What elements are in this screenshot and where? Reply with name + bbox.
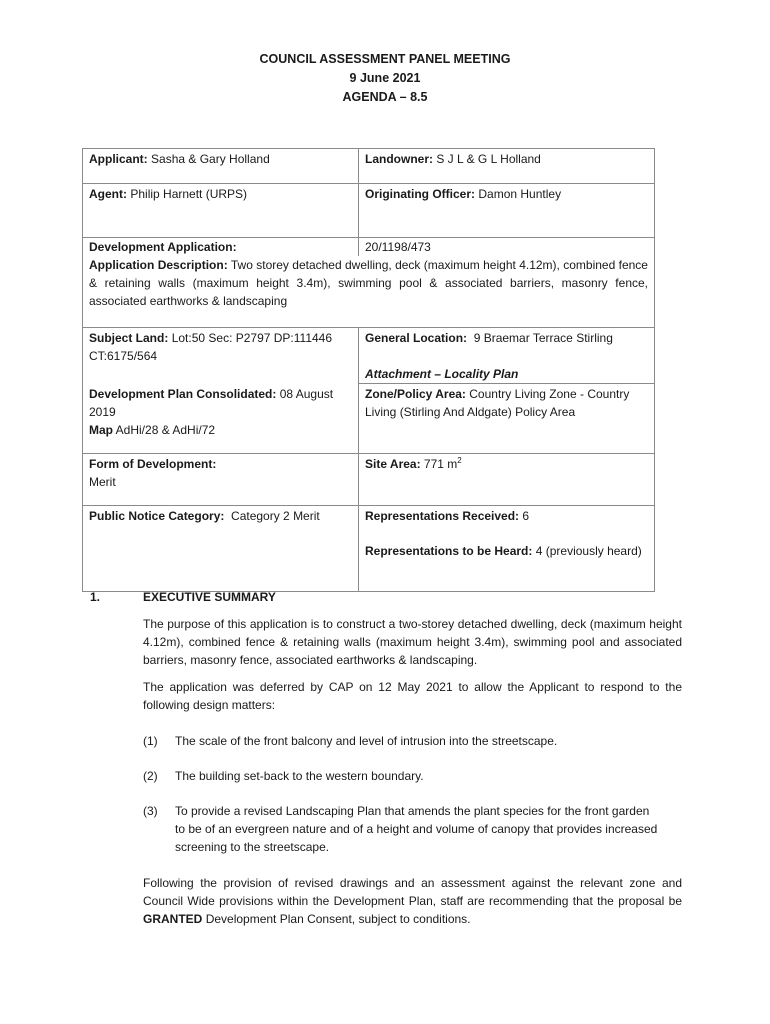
- public-notice-cell: [83, 506, 359, 592]
- list-item-text: To provide a revised Landscaping Plan that amends the plant species for the front garden to be of an evergreen nature and of a height and volume of canopy that provides increased screening to the streetscape.: [175, 804, 658, 854]
- summary-paragraph-1: The purpose of this application is to construct a two-storey detached dwelling, deck (maximum height 4.12m), combined fence & retaining walls (maximum height 3.4m), swimming pool and associated barriers, masonry fence, associated earthworks & landscaping.: [143, 617, 682, 667]
- section-title: EXECUTIVE SUMMARY: [143, 590, 276, 604]
- application-details-table: [82, 148, 655, 592]
- representations-received-label: Representations Received:: [365, 509, 520, 523]
- representations-heard-value: 4 (previously heard): [535, 544, 642, 558]
- form-of-development-cell: [83, 454, 359, 506]
- recommendation-keyword: GRANTED: [143, 912, 203, 926]
- site-area-label: Site Area:: [365, 457, 421, 471]
- section-heading: [90, 588, 682, 606]
- list-item: [143, 802, 682, 856]
- landowner-label: Landowner:: [365, 152, 433, 166]
- form-of-development-label: Form of Development:: [89, 457, 217, 471]
- general-location-label: General Location:: [365, 331, 468, 345]
- summary-paragraph-3: [143, 874, 682, 928]
- executive-summary-section: [90, 588, 682, 928]
- public-notice-value: Category 2 Merit: [231, 509, 320, 523]
- list-item-text: The building set-back to the western boundary.: [175, 769, 424, 783]
- map-label: Map: [89, 422, 113, 437]
- list-item: [143, 732, 682, 750]
- list-item-number: (2): [143, 769, 158, 783]
- development-plan-value: 08 August 2019: [89, 386, 334, 419]
- map-value: AdHi/28 & AdHi/72: [115, 422, 216, 437]
- meeting-title: COUNCIL ASSESSMENT PANEL MEETING: [259, 52, 511, 66]
- list-item-number: (1): [143, 734, 158, 748]
- applicant-value: Sasha & Gary Holland: [151, 152, 270, 166]
- application-description-label: Application Description:: [89, 258, 228, 272]
- summary-paragraph-2: The application was deferred by CAP on 12 May 2021 to allow the Applicant to respond to the following design matters:: [143, 680, 682, 712]
- development-application-number: 20/1198/473: [359, 238, 655, 257]
- applicant-label: Applicant:: [89, 152, 148, 166]
- representations-received-value: 6: [522, 509, 530, 523]
- zone-policy-cell: [359, 384, 655, 454]
- subject-land-value: Lot:50 Sec: P2797 DP:111446 CT:6175/564: [89, 331, 333, 363]
- section-number: 1.: [90, 590, 101, 604]
- agent-cell: [83, 184, 359, 238]
- agenda-heading: [0, 50, 770, 107]
- representations-heard-label: Representations to be Heard:: [365, 544, 533, 558]
- officer-value: Damon Huntley: [478, 187, 562, 201]
- representations-heard: [365, 542, 648, 560]
- list-item-text: The scale of the front balcony and level of intrusion into the streetscape.: [175, 734, 558, 748]
- officer-cell: [359, 184, 655, 238]
- general-location-value: 9 Braemar Terrace Stirling: [473, 331, 613, 345]
- attachment-link: Attachment – Locality Plan: [365, 367, 519, 381]
- summary-paragraph-3-start: Following the provision of revised drawings and an assessment against the relevant zone and Council Wide provisions within the Development Plan, staff are recommending that the proposal be: [143, 876, 682, 908]
- landowner-cell: [359, 149, 655, 184]
- summary-paragraph-3-end: Development Plan Consent, subject to conditions.: [205, 912, 471, 926]
- applicant-cell: [83, 149, 359, 184]
- subject-land-label: Subject Land:: [89, 331, 169, 345]
- application-description-value: Two storey detached dwelling, deck (maximum height 4.12m), combined fence & retaining walls (maximum height 3.4m), swimming pool & associated barriers, masonry fence, associated earthworks & landscaping: [89, 258, 648, 308]
- officer-label: Originating Officer:: [365, 187, 476, 201]
- agenda-item: AGENDA – 8.5: [342, 90, 428, 104]
- development-plan-cell: [83, 384, 359, 454]
- general-location-cell: [359, 328, 655, 384]
- application-description-cell: [83, 256, 655, 328]
- list-item: [143, 767, 682, 785]
- site-area-superscript: 2: [457, 456, 462, 465]
- site-area-value: 771 m: [423, 457, 458, 471]
- zone-policy-label: Zone/Policy Area:: [365, 387, 466, 401]
- site-area-cell: [359, 454, 655, 506]
- development-application-label: Development Application:: [83, 238, 359, 257]
- agent-value: Philip Harnett (URPS): [130, 187, 248, 201]
- development-plan-label: Development Plan Consolidated:: [89, 386, 277, 401]
- subject-land-cell: [83, 328, 359, 384]
- zone-policy-value: Country Living Zone - Country Living (Stirling And Aldgate) Policy Area: [365, 387, 630, 419]
- list-item-number: (3): [143, 804, 158, 818]
- agent-label: Agent:: [89, 187, 127, 201]
- representations-cell: [359, 506, 655, 592]
- landowner-value: S J L & G L Holland: [436, 152, 541, 166]
- public-notice-label: Public Notice Category:: [89, 509, 225, 523]
- form-of-development-value: Merit: [89, 475, 116, 489]
- meeting-date: 9 June 2021: [349, 71, 421, 85]
